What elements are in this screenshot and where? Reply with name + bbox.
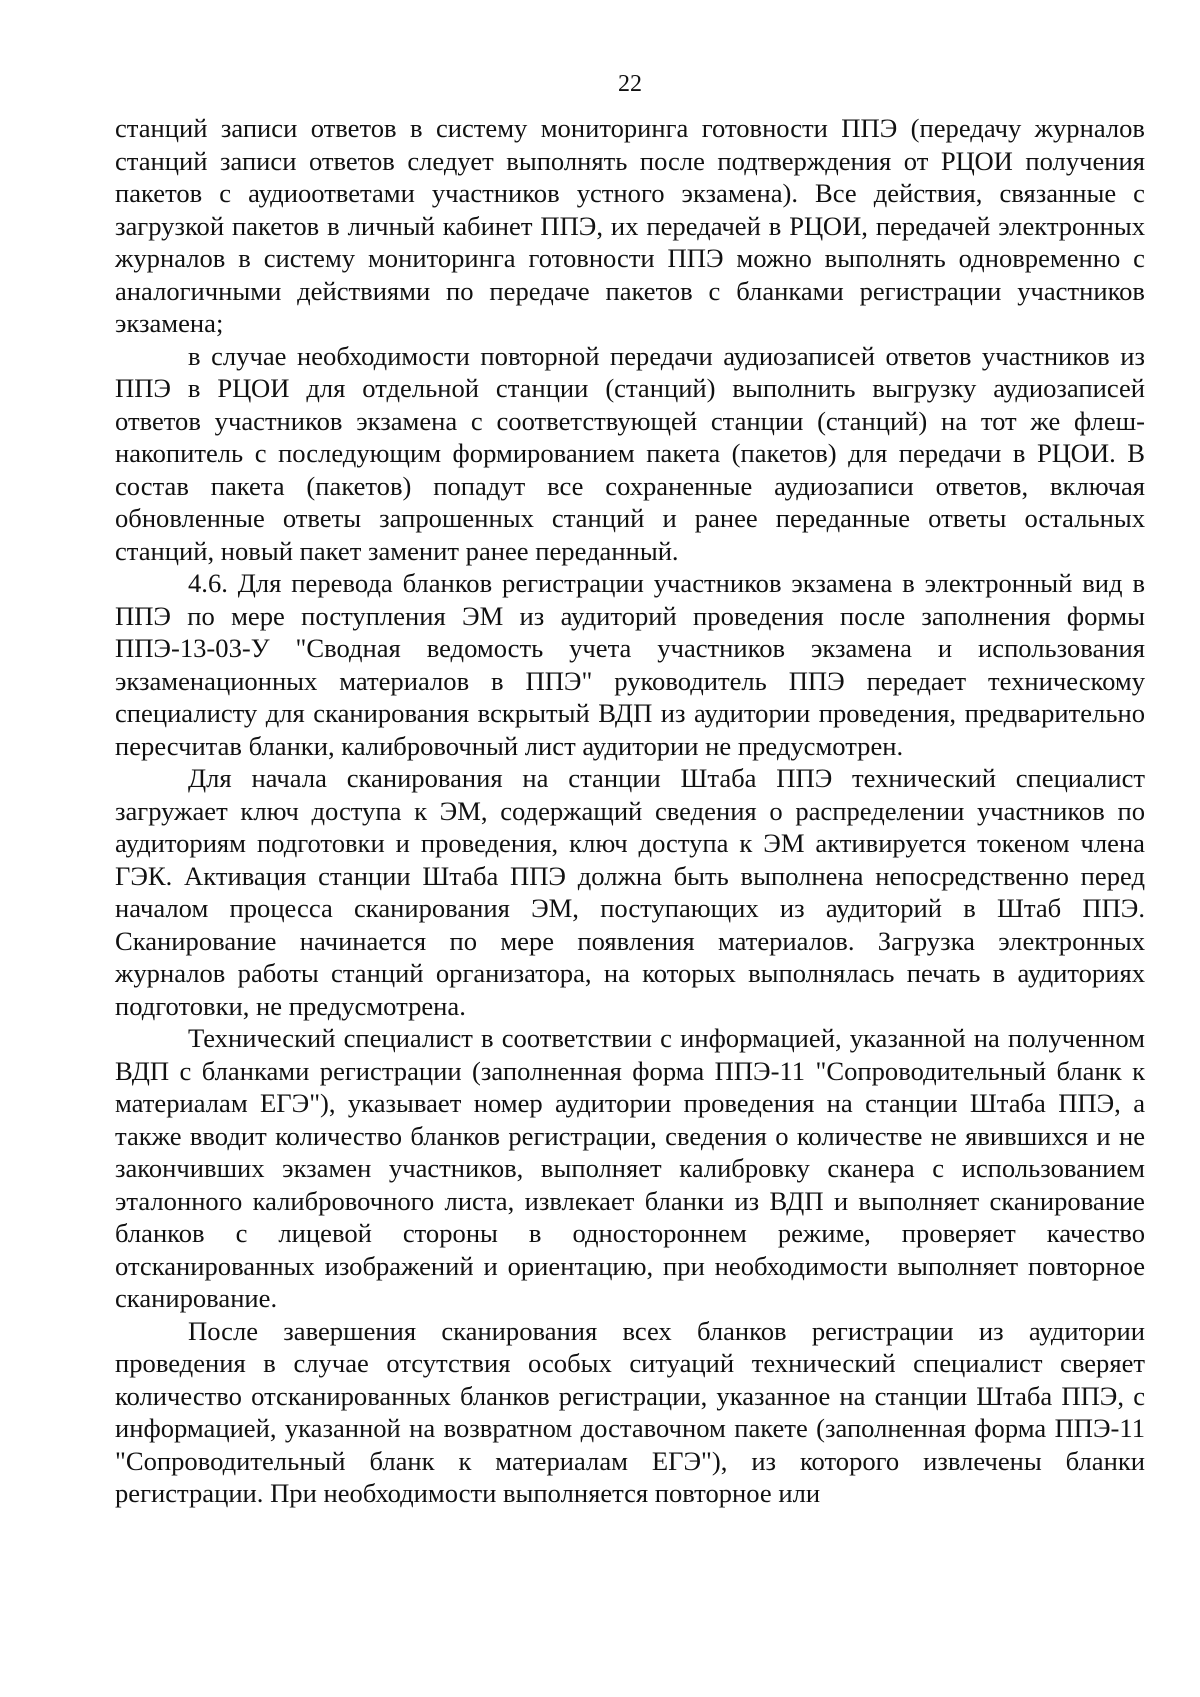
- paragraph-section-4-6: 4.6. Для перевода бланков регистрации участников экзамена в электронный вид в ППЭ по мере поступления ЭМ из аудиторий проведения после заполнения формы ППЭ-13-03-У "Сводная ведомость учета участников экзамена и использования экзаменационных материалов в ППЭ" руководитель ППЭ передает техническому специалисту для сканирования вскрытый ВДП из аудитории проведения, предварительно пересчитав бланки, калибровочный лист аудитории не предусмотрен.: [115, 568, 1145, 761]
- paragraph-technical-specialist: Технический специалист в соответствии с информацией, указанной на полученном ВДП с бланками регистрации (заполненная форма ППЭ-11 "Сопроводительный бланк к материалам ЕГЭ"), указывает номер аудитории проведения на станции Штаба ППЭ, а также вводит количество бланков регистрации, сведения о количестве не явившихся и не закончивших экзамен участников, выполняет калибровку сканера с использованием эталонного калибровочного листа, извлекает бланки из ВДП и выполняет сканирование бланков с лицевой стороны в одностороннем режиме, проверяет качество отсканированных изображений и ориентацию, при необходимости выполняет повторное сканирование.: [115, 1023, 1145, 1313]
- paragraph-repeat-transfer: в случае необходимости повторной передачи аудиозаписей ответов участников из ППЭ в РЦОИ для отдельной станции (станций) выполнить выгрузку аудиозаписей ответов участников экзамена с соответствующей станции (станций) на тот же флеш-накопитель с последующим формированием пакета (пакетов) для передачи в РЦОИ. В состав пакета (пакетов) попадут все сохраненные аудиозаписи ответов, включая обновленные ответы запрошенных станций и ранее переданные ответы остальных станций, новый пакет заменит ранее переданный.: [115, 340, 1145, 566]
- page-number: 22: [618, 71, 642, 97]
- paragraph-continuation: станций записи ответов в систему мониторинга готовности ППЭ (передачу журналов станций записи ответов следует выполнять после подтверждения от РЦОИ получения пакетов с аудиоответами участников устного экзамена). Все действия, связанные с загрузкой пакетов в личный кабинет ППЭ, их передачей в РЦОИ, передачей электронных журналов в систему мониторинга готовности ППЭ можно выполнять одновременно с аналогичными действиями по передаче пакетов с бланками регистрации участников экзамена;: [115, 113, 1145, 338]
- document-body: [115, 112, 1145, 1510]
- paragraph-after-scanning: После завершения сканирования всех бланков регистрации из аудитории проведения в случае отсутствия особых ситуаций технический специалист сверяет количество отсканированных бланков регистрации, указанное на станции Штаба ППЭ, с информацией, указанной на возвратном доставочном пакете (заполненная форма ППЭ-11 "Сопроводительный бланк к материалам ЕГЭ"), из которого извлечены бланки регистрации. При необходимости выполняется повторное или: [115, 1315, 1145, 1508]
- paragraph-scanning-start: Для начала сканирования на станции Штаба ППЭ технический специалист загружает ключ доступа к ЭМ, содержащий сведения о распределении участников по аудиториям подготовки и проведения, ключ доступа к ЭМ активируется токеном члена ГЭК. Активация станции Штаба ППЭ должна быть выполнена непосредственно перед началом процесса сканирования ЭМ, поступающих из аудиторий в Штаб ППЭ. Сканирование начинается по мере появления материалов. Загрузка электронных журналов работы станций организатора, на которых выполнялась печать в аудиториях подготовки, не предусмотрена.: [115, 763, 1145, 1021]
